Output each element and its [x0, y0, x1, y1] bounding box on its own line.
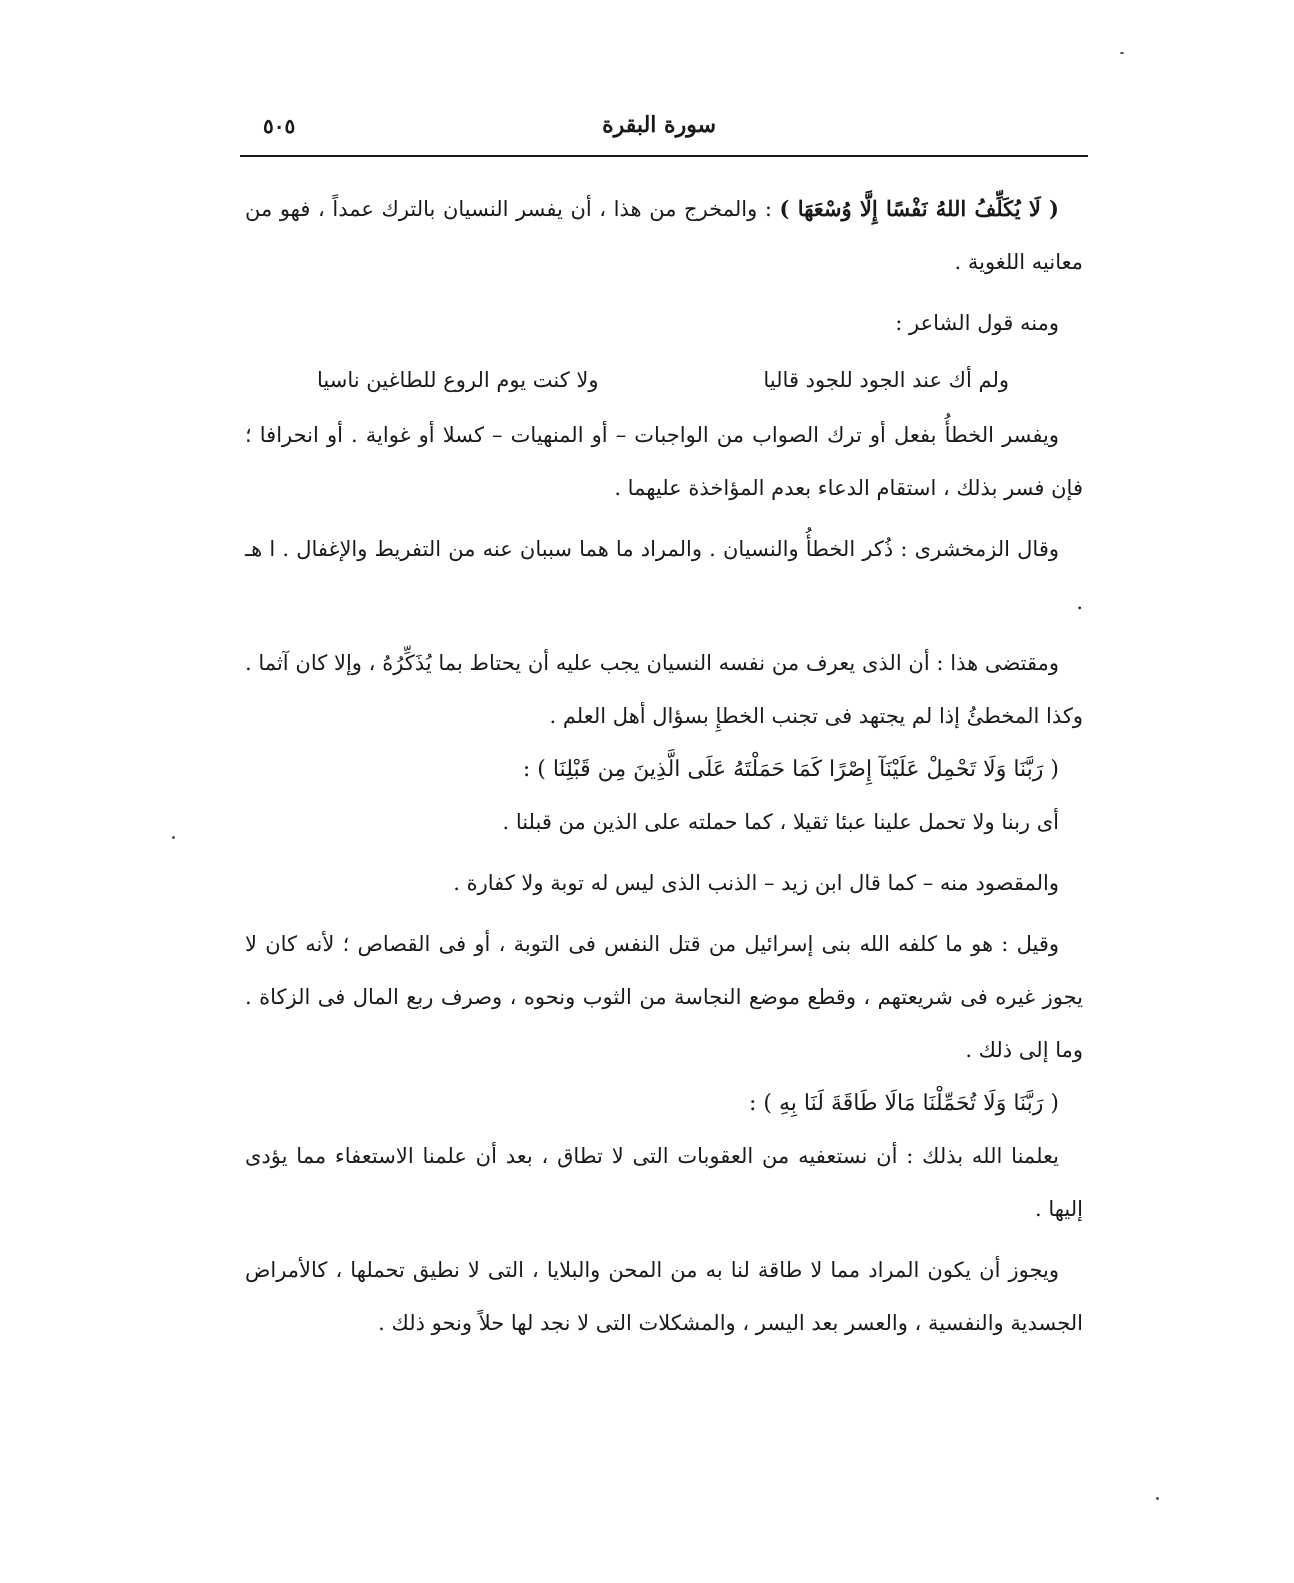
paragraph-1 [245, 182, 1083, 289]
paragraph-9: يعلمنا الله بذلك : أن نستعفيه من العقوبات التى لا تطاق ، بعد أن علمنا الاستعفاء مما يؤدى إليها . [245, 1144, 1083, 1221]
paragraph-6: أى ربنا ولا تحمل علينا عبئا ثقيلا ، كما حملته على الذين من قبلنا . [502, 810, 1059, 834]
poem-verse [317, 354, 1009, 407]
quran-verse-1: ( لَا يُكَلِّفُ اللهُ نَفْسًا إِلَّا وُسْعَهَا ) [779, 196, 1059, 221]
page-header [243, 112, 1086, 152]
paragraph-7: والمقصود منه – كما قال ابن زيد – الذنب الذى ليس له توبة ولا كفارة . [453, 871, 1059, 895]
paragraph-4: وقال الزمخشرى : ذُكر الخطأُ والنسيان . والمراد ما هما سببان عنه من التفريط والإغفال . ا هـ . [245, 537, 1083, 614]
surah-title: سورة البقرة [602, 112, 716, 138]
quran-verse-2: ( رَبَّنَا وَلَا تَحْمِلْ عَلَيْنَآ إِصْرًا كَمَا حَمَلْتَهُ عَلَى الَّذِينَ مِن قَبْلِنَا ) : [522, 757, 1059, 782]
scan-speck [1120, 52, 1124, 54]
quran-verse-3: ( رَبَّنَا وَلَا تُحَمِّلْنَا مَالَا طَاقَةَ لَنَا بِهِ ) : [749, 1091, 1059, 1116]
scan-speck [1156, 1497, 1159, 1500]
paragraph-10: ويجوز أن يكون المراد مما لا طاقة لنا به من المحن والبلايا ، التى لا نطيق تحملها ، كالأمراض الجسدية والنفسية ، والعسر بعد اليسر ، والمشكلات التى لا نجد لها حلاً ونحو ذلك . [245, 1258, 1083, 1335]
poem-second-hemistich: ولا كنت يوم الروع للطاغين ناسيا [317, 368, 599, 392]
paragraph-8: وقيل : هو ما كلفه الله بنى إسرائيل من قتل النفس فى التوبة ، أو فى القصاص ؛ لأنه كان لا يجوز غيره فى شريعتهم ، وقطع موضع النجاسة من الثوب ونحوه ، وصرف ربع المال فى الزكاة . وما إلى ذلك . [245, 932, 1083, 1062]
paragraph-1-text: : والمخرج من هذا ، أن يفسر النسيان بالترك عمداً ، فهو من معانيه اللغوية . [245, 197, 1083, 274]
header-rule [240, 155, 1088, 157]
poem-first-hemistich: ولم أك عند الجود للجود قاليا [763, 368, 1009, 392]
page-body [245, 182, 1083, 1350]
paragraph-2: ومنه قول الشاعر : [895, 311, 1059, 335]
paragraph-5: ومقتضى هذا : أن الذى يعرف من نفسه النسيان يجب عليه أن يحتاط بما يُذَكِّرُهُ ، وإلا كان آثما . وكذا المخطئُ إذا لم يجتهد فى تجنب الخطإِ بسؤال أهل العلم . [245, 651, 1083, 728]
page-number: ٥٠٥ [263, 114, 296, 138]
paragraph-3: ويفسر الخطأُ بفعل أو ترك الصواب من الواجبات – أو المنهيات – كسلا أو غواية . أو انحرافا ؛ فإن فسر بذلك ، استقام الدعاء بعدم المؤاخذة عليهما . [245, 423, 1083, 500]
scan-speck [172, 836, 175, 839]
